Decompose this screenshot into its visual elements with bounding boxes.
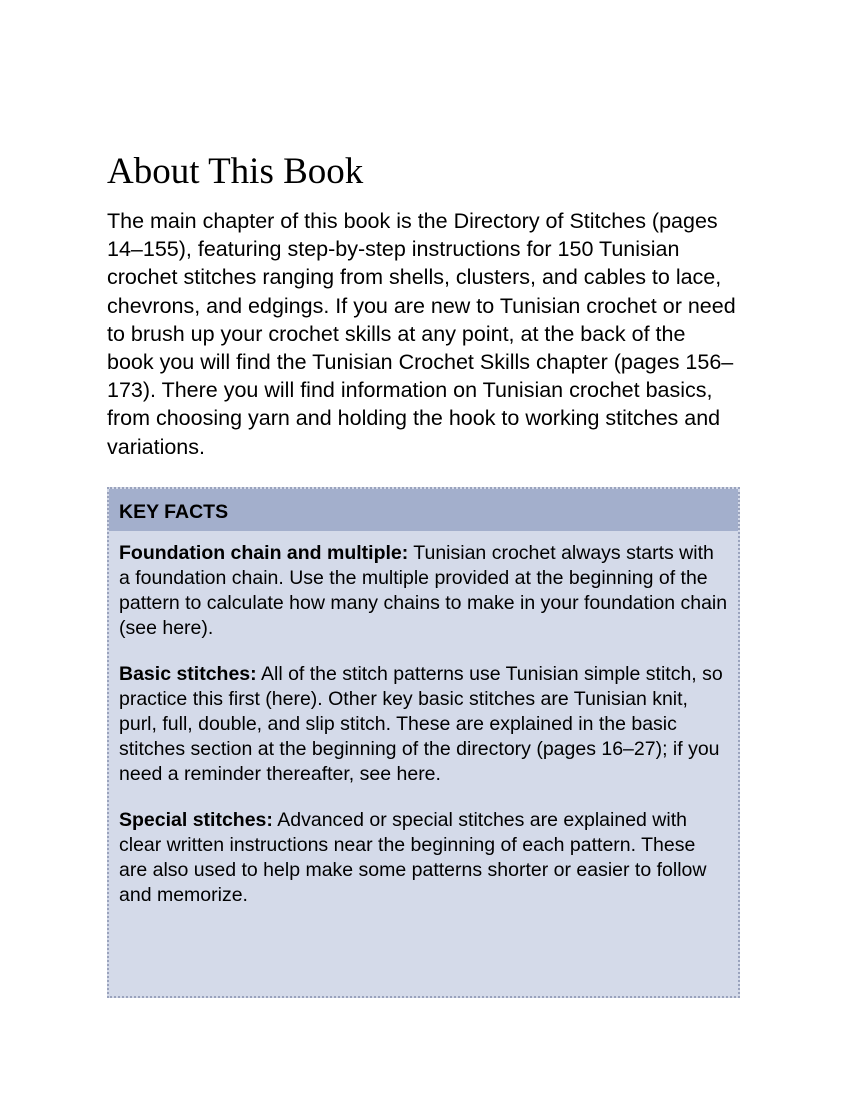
fact-label: Basic stitches: <box>119 663 257 685</box>
page-content <box>107 150 747 461</box>
key-facts-header: KEY FACTS <box>109 489 738 531</box>
intro-paragraph: The main chapter of this book is the Directory of Stitches (pages 14–155), featuring step-by-step instructions for 150 Tunisian crochet stitches ranging from shells, clusters, and cables to lace, chevrons, and edgings. If you are new to Tunisian crochet or need to brush up your crochet skills at any point, at the back of the book you will find the Tunisian Crochet Skills chapter (pages 156–173). There you will find information on Tunisian crochet basics, from choosing yarn and holding the hook to working stitches and variations. <box>107 209 736 459</box>
fact-text: Tunisian crochet always starts with a foundation chain. Use the multiple provided at the beginning of the pattern to calculate how many chains to make in your foundation chain (see here). <box>119 542 728 639</box>
fact-basic-stitches <box>119 662 728 787</box>
page-title: About This Book <box>107 151 364 192</box>
fact-text: All of the stitch patterns use Tunisian simple stitch, so practice this first (here). Other key basic stitches are Tunisian knit, purl, full, double, and slip stitch. These are explained in the basic stitches section at the beginning of the directory (pages 16–27); if you need a reminder thereafter, see here. <box>119 663 723 785</box>
key-facts-body <box>109 531 738 908</box>
fact-text: Advanced or special stitches are explained with clear written instructions near the beginning of each pattern. These are also used to help make some patterns shorter or easier to follow and memorize. <box>119 809 707 906</box>
fact-label: Special stitches: <box>119 809 273 831</box>
key-facts-box <box>107 487 740 998</box>
fact-label: Foundation chain and multiple: <box>119 542 409 564</box>
fact-foundation-chain <box>119 541 728 641</box>
fact-special-stitches <box>119 808 728 908</box>
